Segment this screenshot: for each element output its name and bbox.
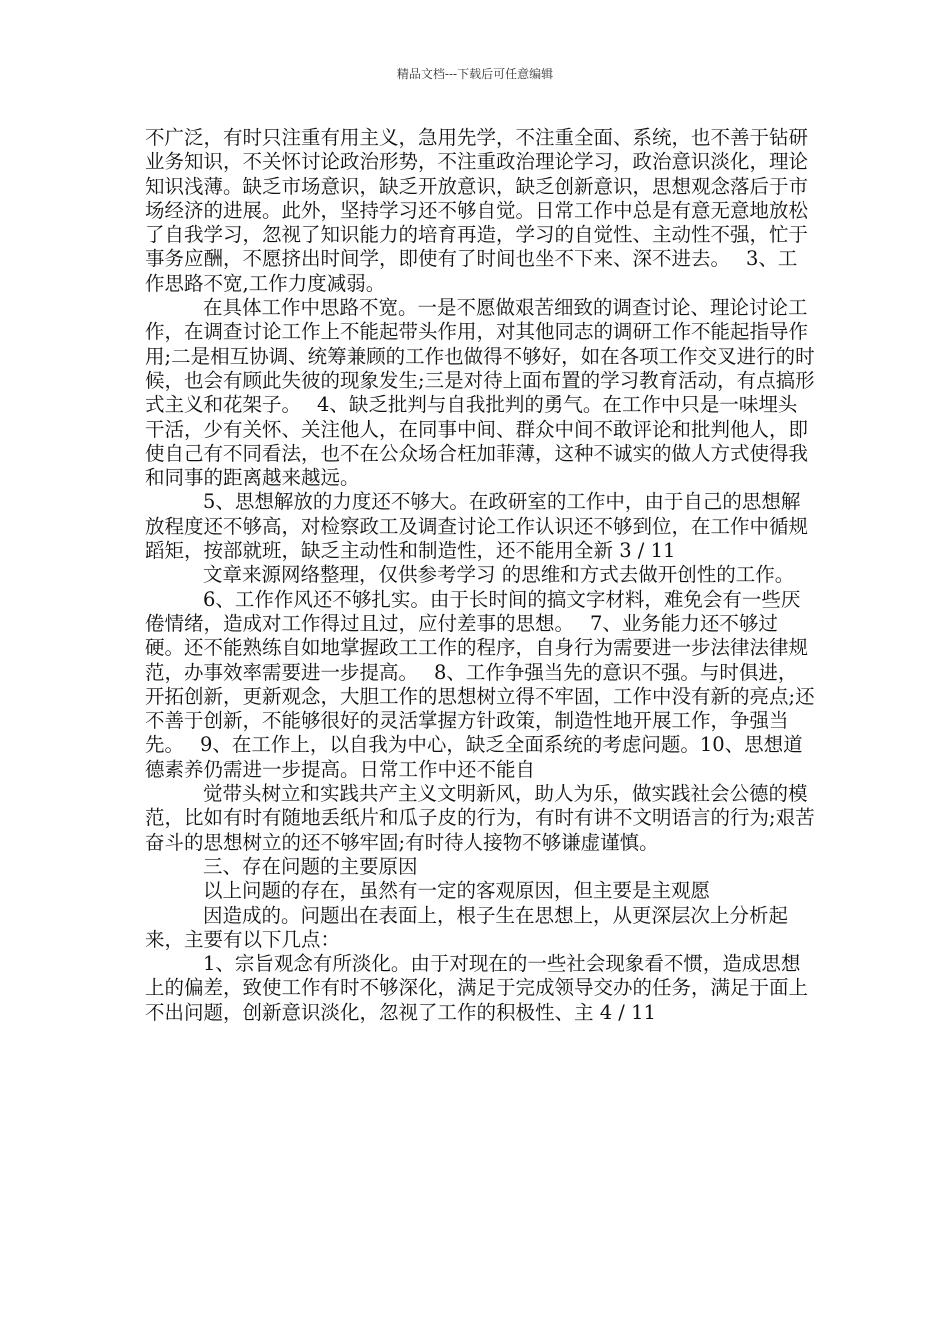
document-body [145,126,815,1025]
section-heading: 三、存在问题的主要原因 [203,854,418,878]
paragraph-source-note: 文章来源网络整理，仅供参考学习 的思维和方式去做开创性的工作。 [203,563,795,587]
paragraph-7: 因造成的。问题出在表面上，根子生在思想上，从更深层次上分析起来，主要有以下几点： [145,903,789,951]
page-header: 精品文档---下载后可任意编辑 [396,67,554,81]
paragraph-2: 在具体工作中思路不宽。一是不愿做艰苦细致的调查讨论、理论讨论工作，在调查讨论工作上不能起带头作用，对其他同志的调研工作不能起指导作用;二是相互协调、统筹兼顾的工作也做得不够好，如在各项工作交叉进行的时候，也会有顾此失彼的现象发生;三是对待上面布置的学习教育活动，有点搞形式主义和花架子。 4、缺乏批判与自我批判的勇气。在工作中只是一味埋头干活，少有关怀、关注他人，在同事中间、群众中间不敢评论和批判他人，即使自己有不同看法，也不在公众场合枉加菲薄，这种不诚实的做人方式使得我和同事的距离越来越远。 [145,296,815,490]
paragraph-4: 6、工作作风还不够扎实。由于长时间的搞文字材料，难免会有一些厌倦情绪，造成对工作得过且过，应付差事的思想。 7、业务能力还不够过硬。还不能熟练自如地掌握政工工作的程序，自身行为需要进一步法律法律规范，办事效率需要进一步提高。 8、工作争强当先的意识不强。与时俱进，开拓创新，更新观念，大胆工作的思想树立得不牢固，工作中没有新的亮点;还不善于创新，不能够很好的灵活掌握方针政策，制造性地开展工作，争强当先。 9、在工作上，以自我为中心，缺乏全面系统的考虑问题。10、思想道德素养仍需进一步提高。日常工作中还不能自 [145,587,815,781]
paragraph-6: 以上问题的存在，虽然有一定的客观原因，但主要是主观愿 [203,879,711,903]
paragraph-8: 1、宗旨观念有所淡化。由于对现在的一些社会现象看不惯，造成思想上的偏差，致使工作有时不够深化，满足于完成领导交办的任务，满足于面上不出问题，创新意识淡化，忽视了工作的积极性、主 4 / 11 [145,952,809,1024]
paragraph-3: 5、思想解放的力度还不够大。在政研室的工作中，由于自己的思想解放程度还不够高，对检察政工及调查讨论工作认识还不够到位，在工作中循规蹈矩，按部就班，缺乏主动性和制造性，还不能用全新 3 / 11 [145,490,809,563]
paragraph-1: 不广泛，有时只注重有用主义，急用先学，不注重全面、系统，也不善于钻研业务知识，不关怀讨论政治形势，不注重政治理论学习，政治意识淡化，理论知识浅薄。缺乏市场意识，缺乏开放意识，缺乏创新意识，思想观念落后于市场经济的进展。此外，坚持学习还不够自觉。日常工作中总是有意无意地放松了自我学习，忽视了知识能力的培育再造，学习的自觉性、主动性不强，忙于事务应酬，不愿挤出时间学，即使有了时间也坐不下来、深不进去。 3、工作思路不宽,工作力度减弱。 [145,126,809,295]
paragraph-5: 觉带头树立和实践共产主义文明新风，助人为乐，做实践社会公德的模范，比如有时有随地丢纸片和瓜子皮的行为，有时有讲不文明语言的行为;艰苦奋斗的思想树立的还不够牢固;有时待人接物不够谦虚谨慎。 [145,782,815,854]
